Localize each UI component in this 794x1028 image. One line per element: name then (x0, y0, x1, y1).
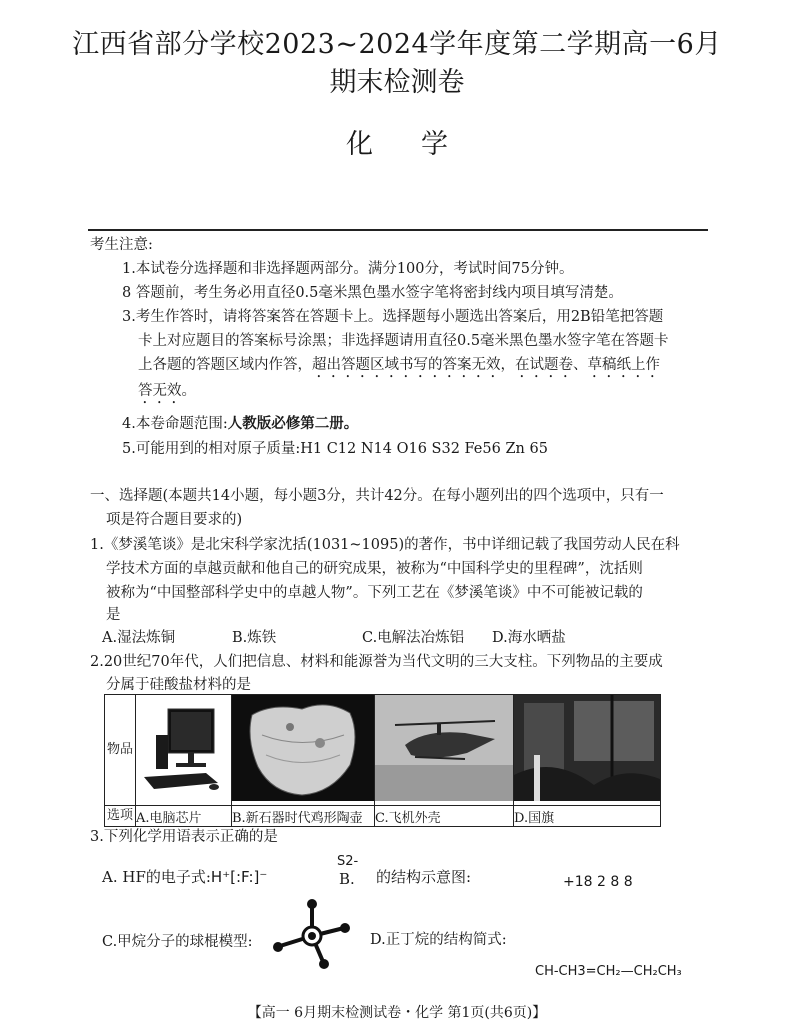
section-1-heading-line2: 项是符合题目要求的) (106, 512, 243, 528)
exam-title-line2: 期末检测卷 (329, 67, 465, 98)
q2-image-a (136, 695, 232, 806)
q2-image-c (375, 695, 514, 806)
q2-items-table (104, 694, 661, 827)
q2-option-c: C.飞机外壳 (375, 806, 514, 827)
notice-item-2: 8 答题前，考生务必用直径0.5毫米黑色墨水签字笔将密封线内项目填写清楚。 (122, 285, 623, 301)
q2-option-b: B.新石器时代鸡形陶壶 (232, 806, 375, 827)
q2-option-a: A.电脑芯片 (136, 806, 232, 827)
notice-item-3-line3-emphasis: 超出答题区域书写的答案无效，在试题卷、草稿纸上作 (312, 357, 660, 373)
notice-item-4-prefix: 4.本卷命题范围: (122, 416, 228, 432)
q2-options-row-label: 选项 (105, 806, 136, 827)
computer-image-icon (136, 695, 231, 801)
q3-option-a-formula: H⁺[:F:]⁻ (210, 868, 268, 886)
pottery-jar-image-icon (232, 695, 374, 801)
q2-items-row-label: 物品 (105, 695, 136, 806)
q3-option-c-text: C.甲烷分子的球棍模型: (102, 934, 253, 950)
q1-option-b: B.炼铁 (232, 630, 277, 646)
notice-item-3-line3-start: 上各题的答题区域内作答， (138, 357, 312, 373)
q3-stem: 3.下列化学用语表示正确的是 (90, 829, 278, 845)
q3-option-b-label: B. (339, 870, 355, 888)
section-1-heading-line1: 一、选择题(本题共14小题，每小题3分，共计42分。在每小题列出的四个选项中，只有一 (90, 488, 664, 504)
q3-option-b-text: 的结构示意图: (376, 868, 472, 886)
q2-image-d (514, 695, 661, 806)
q2-stem-line2: 分属于硅酸盐材料的是 (106, 677, 251, 693)
q3-option-d-text: D.正丁烷的结构简式: (370, 932, 507, 948)
notice-item-3-line4: 答无效。 (138, 383, 196, 399)
q1-stem-line3: 被称为“中国整部科学史中的卓越人物”。下列工艺在《梦溪笔谈》中不可能被记载的 (106, 585, 643, 601)
page-footer: 【高一 6月期末检测试卷・化学 第1页(共6页)】 (247, 1005, 547, 1021)
q3-option-d-formula: CH-CH3=CH₂—CH₂CH₃ (535, 964, 682, 979)
q2-image-b (232, 695, 375, 806)
header-divider (88, 229, 708, 231)
q1-option-a: A.湿法炼铜 (102, 630, 176, 646)
flag-image-icon (514, 695, 660, 801)
q2-stem-line1: 2.20世纪70年代，人们把信息、材料和能源誉为当代文明的三大支柱。下列物品的主要成 (90, 654, 663, 670)
q3-option-b-ion: S2- (337, 854, 359, 869)
notice-item-3-line3 (138, 353, 660, 381)
helicopter-image-icon (375, 695, 513, 801)
q3-option-b-diagram: +18 2 8 8 (563, 874, 633, 890)
notice-item-4 (122, 412, 358, 436)
q3-option-a-text: A. HF的电子式: (102, 868, 211, 886)
q1-stem-line2: 学技术方面的卓越贡献和他自己的研究成果，被称为“中国科学史的里程碑”，沈括则 (106, 561, 643, 577)
q1-option-d: D.海水晒盐 (492, 630, 566, 646)
q1-stem-line4: 是 (106, 607, 121, 623)
notice-item-3-line2: 卡上对应题目的答案标号涂黑；非选择题请用直径0.5毫米黑色墨水签字笔在答题卡 (138, 333, 669, 349)
q3-option-a (102, 865, 267, 889)
q1-option-c: C.电解法冶炼铝 (362, 630, 465, 646)
notice-item-3-line1: 3.考生作答时，请将答案答在答题卡上。选择题每小题选出答案后，用2B铅笔把答题 (122, 309, 664, 325)
subject-title: 化学 (346, 129, 496, 160)
q1-stem-line1: 1.《梦溪笔谈》是北宋科学家沈括(1031~1095)的著作，书中详细记载了我国劳动人民在科 (90, 537, 680, 553)
q2-option-d: D.国旗 (514, 806, 661, 827)
exam-title-line1: 江西省部分学校2023~2024学年度第二学期高一6月 (72, 29, 722, 60)
methane-ball-stick-model-icon (272, 898, 350, 970)
notice-item-1: 1.本试卷分选择题和非选择题两部分。满分100分，考试时间75分钟。 (122, 261, 574, 277)
notice-item-4-scope: 人教版必修第二册。 (227, 415, 359, 432)
notice-heading: 考生注意: (90, 237, 153, 253)
notice-item-5: 5.可能用到的相对原子质量:H1 C12 N14 O16 S32 Fe56 Zn 65 (122, 441, 548, 457)
